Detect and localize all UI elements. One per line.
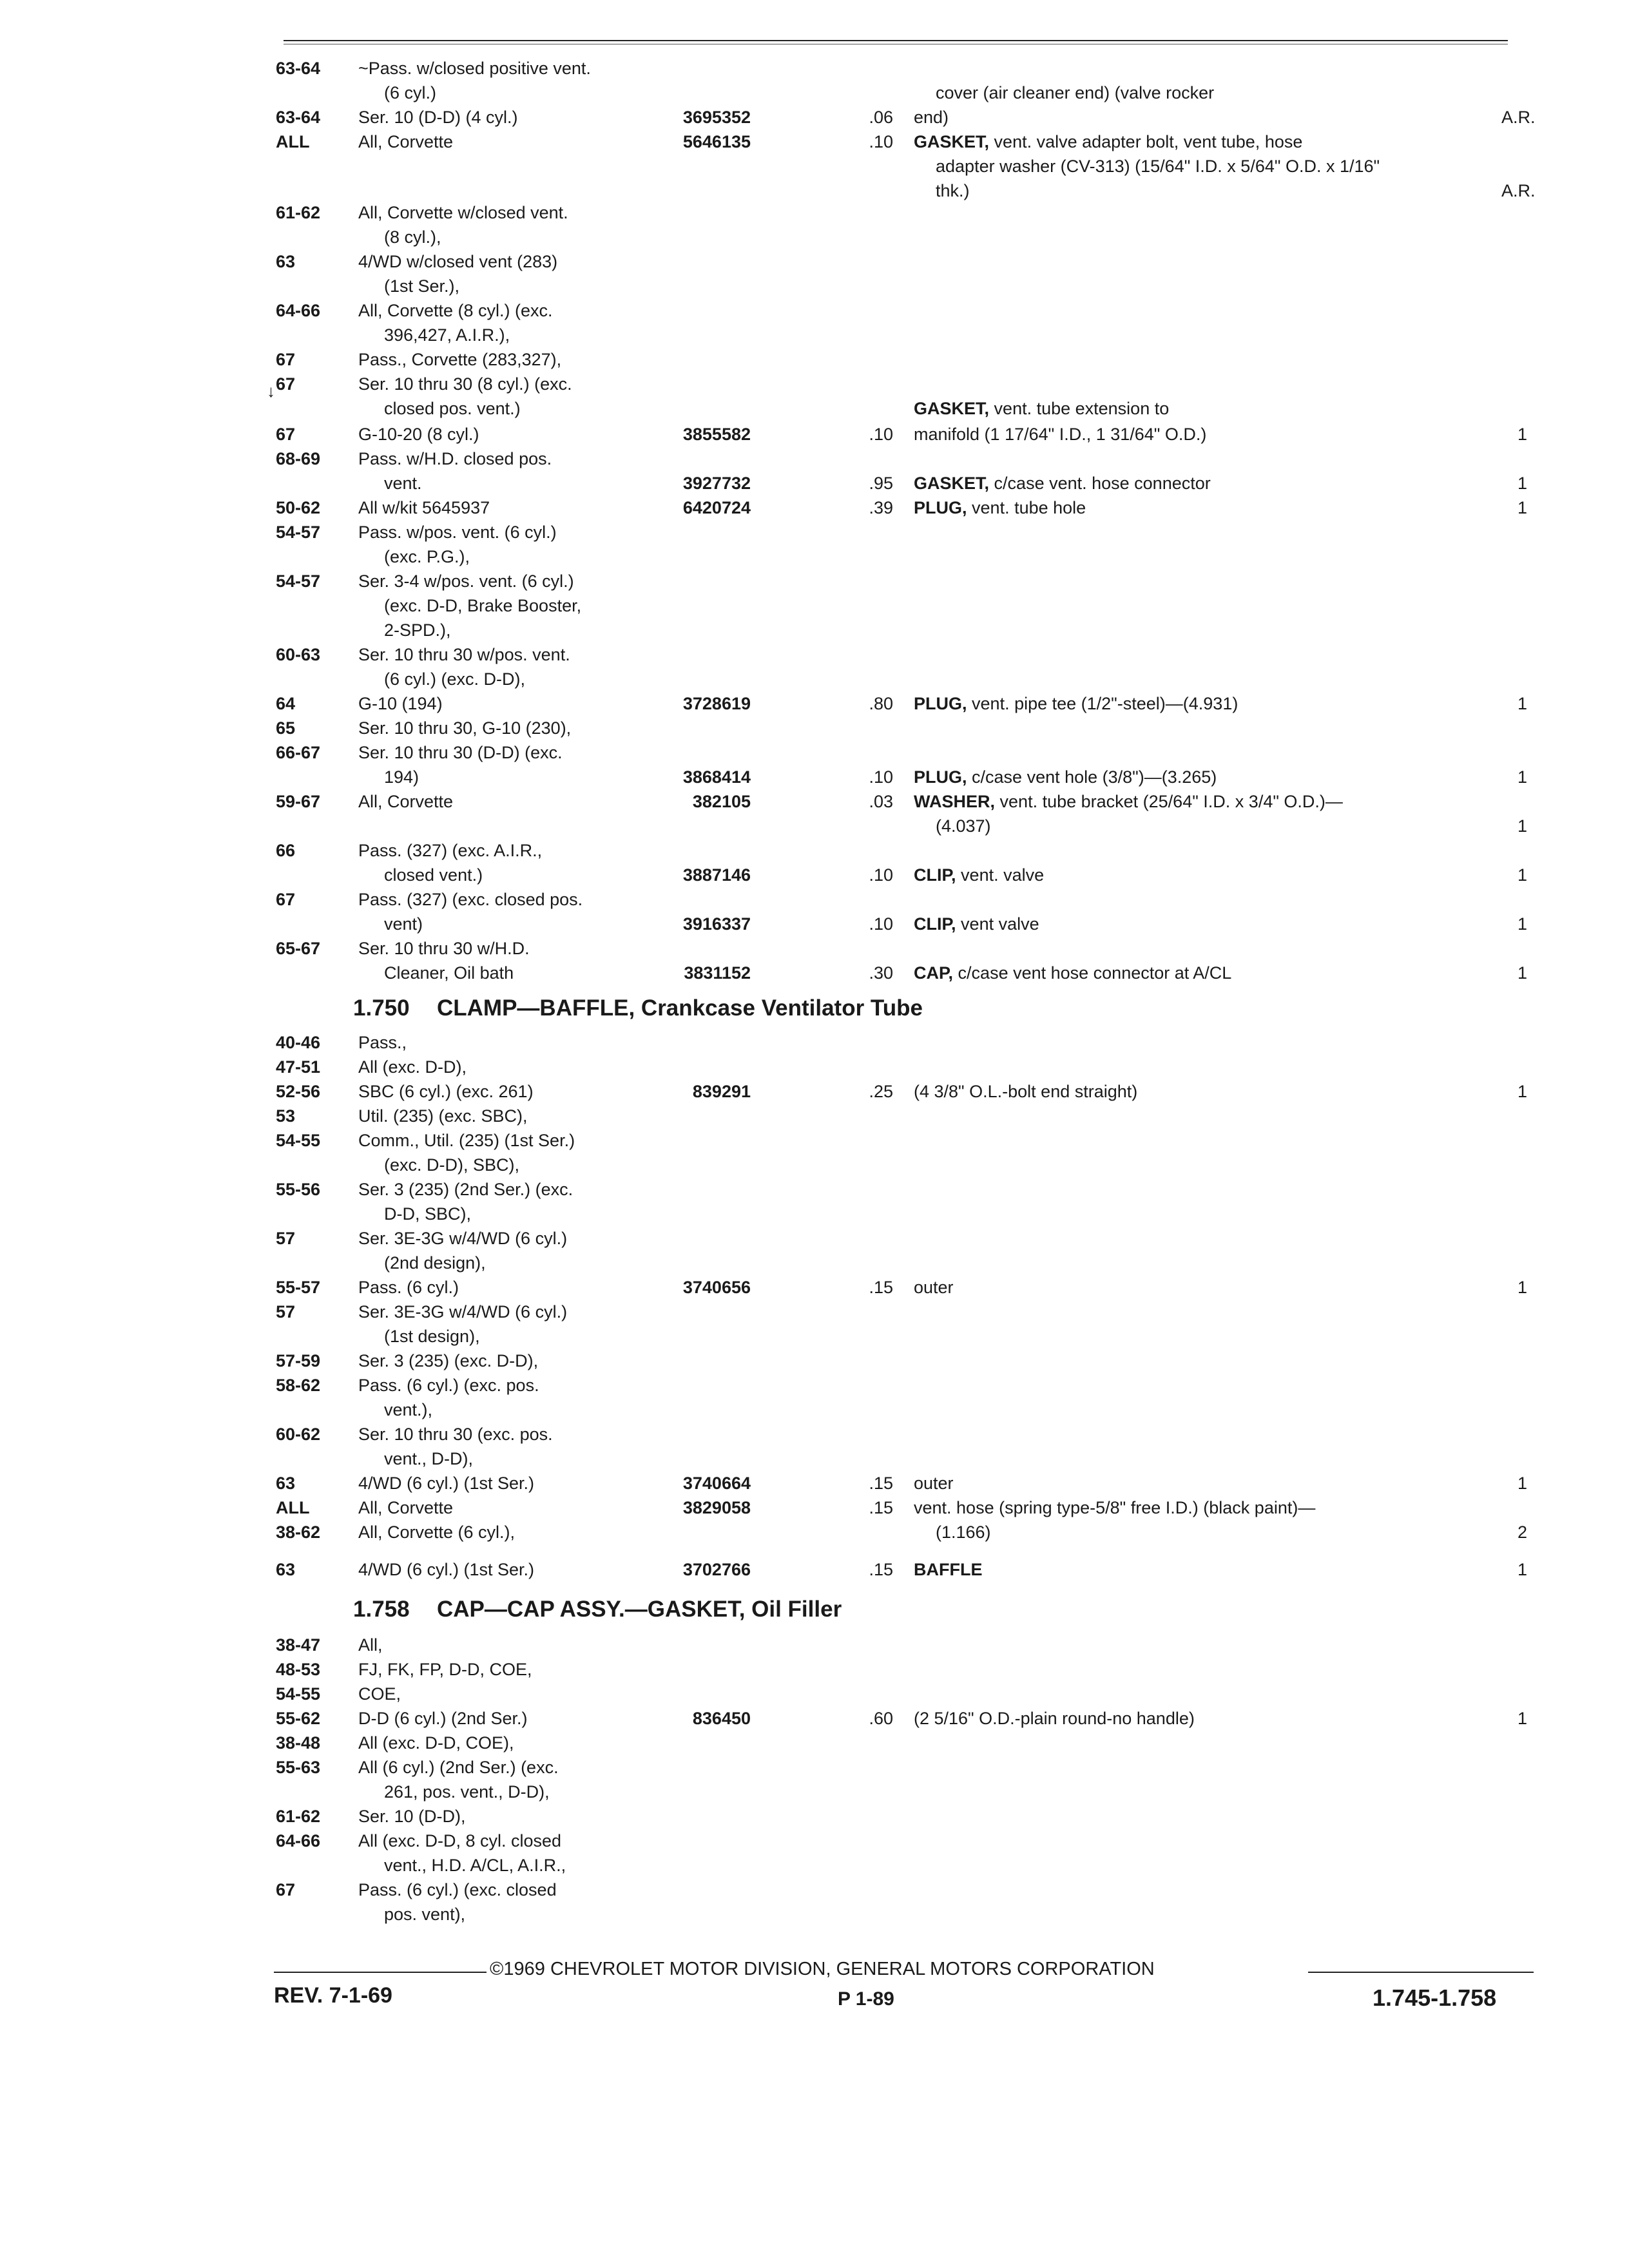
application: 261, pos. vent., D-D), [384, 1782, 550, 1802]
catalog-row [0, 1251, 1629, 1274]
application: (8 cyl.), [384, 227, 441, 247]
application: (6 cyl.) [384, 83, 436, 102]
part-number: 3927732 [682, 474, 751, 493]
catalog-row [0, 1300, 1629, 1323]
price: .10 [869, 132, 893, 151]
model-years: ALL [276, 132, 310, 151]
footer-range: 1.745-1.758 [1373, 1984, 1497, 2011]
application: G-10-20 (8 cyl.) [358, 425, 479, 444]
application: (2nd design), [384, 1253, 486, 1273]
section-number: 1.758 [353, 1597, 410, 1622]
catalog-row [0, 790, 1629, 813]
catalog-row [0, 1731, 1629, 1754]
catalog-row [0, 1558, 1629, 1581]
catalog-row [0, 1227, 1629, 1250]
application: Comm., Util. (235) (1st Ser.) [358, 1131, 575, 1150]
catalog-row [0, 912, 1629, 936]
catalog-row [0, 1633, 1629, 1657]
price: .60 [869, 1709, 893, 1728]
part-name: CLIP, [914, 914, 956, 934]
price: .39 [869, 498, 893, 517]
catalog-row [0, 570, 1629, 593]
application: (1st design), [384, 1327, 480, 1346]
description [914, 130, 1302, 153]
catalog-row [0, 1521, 1629, 1544]
price: .15 [869, 1498, 893, 1517]
description-text: end) [914, 108, 949, 127]
price: .10 [869, 425, 893, 444]
model-years: 55-56 [276, 1180, 321, 1199]
catalog-row [0, 1423, 1629, 1446]
description [914, 863, 1044, 887]
model-years: 67 [276, 350, 296, 369]
description-continued: thk.) [936, 181, 970, 200]
catalog-row [0, 765, 1629, 789]
quantity: A.R. [1501, 181, 1536, 200]
catalog-row [0, 179, 1629, 202]
application: All (exc. D-D, COE), [358, 1733, 514, 1753]
application: 4/WD (6 cyl.) (1st Ser.) [358, 1474, 535, 1493]
description [914, 1558, 982, 1581]
price: .15 [869, 1278, 893, 1297]
catalog-row [0, 1129, 1629, 1152]
catalog-row [0, 692, 1629, 715]
application: 194) [384, 767, 419, 787]
application: Pass. (327) (exc. A.I.R., [358, 841, 543, 860]
part-number: 3855582 [682, 425, 751, 444]
catalog-row [0, 741, 1629, 764]
model-years: 38-62 [276, 1523, 321, 1542]
model-years: 68-69 [276, 449, 321, 468]
application: Pass. (6 cyl.) (exc. closed [358, 1880, 557, 1899]
model-years: 57 [276, 1229, 296, 1248]
quantity: 1 [1517, 963, 1527, 983]
model-years: 67 [276, 1880, 296, 1899]
application: (exc. D-D, Brake Booster, [384, 596, 582, 615]
application: All (6 cyl.) (2nd Ser.) (exc. [358, 1758, 559, 1777]
catalog-row [0, 1472, 1629, 1495]
application: G-10 (194) [358, 694, 443, 713]
model-years: 63 [276, 1560, 296, 1579]
catalog-row [0, 472, 1629, 495]
application: All (exc. D-D, 8 cyl. closed [358, 1831, 562, 1850]
price: .03 [869, 792, 893, 811]
application: Ser. 10 thru 30 w/H.D. [358, 939, 530, 958]
catalog-row [0, 1878, 1629, 1901]
part-name: GASKET, [914, 399, 990, 418]
catalog-row [0, 1447, 1629, 1470]
catalog-row [0, 1829, 1629, 1852]
application: Pass. w/H.D. closed pos. [358, 449, 552, 468]
application: COE, [358, 1684, 401, 1704]
footer-page: P 1-89 [838, 1988, 894, 2010]
application: All, Corvette w/closed vent. [358, 203, 568, 222]
description-text: vent. pipe tee (1/2"-steel)—(4.931) [972, 694, 1239, 713]
section-title: CAP—CAP ASSY.—GASKET, Oil Filler [437, 1597, 842, 1622]
part-name: PLUG, [914, 694, 967, 713]
quantity: 1 [1517, 816, 1527, 836]
catalog-row [0, 447, 1629, 470]
part-name: GASKET, [914, 132, 990, 151]
application: 4/WD (6 cyl.) (1st Ser.) [358, 1560, 535, 1579]
model-years: 65 [276, 718, 296, 738]
catalog-row [0, 619, 1629, 642]
application: closed vent.) [384, 865, 483, 885]
model-years: 64-66 [276, 1831, 321, 1850]
application: closed pos. vent.) [384, 399, 521, 418]
catalog-row [0, 545, 1629, 568]
description [914, 790, 1343, 813]
part-number: 3740664 [682, 1474, 751, 1493]
catalog-row [0, 155, 1629, 178]
part-number: 3695352 [682, 108, 751, 127]
catalog-row [0, 716, 1629, 740]
description [914, 765, 1217, 789]
quantity: 1 [1517, 1560, 1527, 1579]
application: D-D (6 cyl.) (2nd Ser.) [358, 1709, 528, 1728]
price: .95 [869, 474, 893, 493]
price: .10 [869, 767, 893, 787]
catalog-row [0, 1202, 1629, 1225]
catalog-row [0, 1854, 1629, 1877]
catalog-row [0, 274, 1629, 298]
quantity: 1 [1517, 498, 1527, 517]
model-years: 66-67 [276, 743, 321, 762]
catalog-row [0, 1349, 1629, 1372]
model-years: 63 [276, 252, 296, 271]
quantity: 1 [1517, 1082, 1527, 1101]
model-years: 58-62 [276, 1376, 321, 1395]
part-number: 6420724 [682, 498, 751, 517]
application: vent., D-D), [384, 1449, 474, 1468]
catalog-row [0, 594, 1629, 617]
catalog-row [0, 643, 1629, 666]
application: 396,427, A.I.R.), [384, 325, 510, 345]
model-years: 50-62 [276, 498, 321, 517]
catalog-row [0, 372, 1629, 396]
section-heading [353, 1597, 842, 1622]
model-years: 67 [276, 890, 296, 909]
application: D-D, SBC), [384, 1204, 471, 1224]
description-text: vent. tube bracket (25/64" I.D. x 3/4" O.D.)— [999, 792, 1343, 811]
catalog-row [0, 839, 1629, 862]
quantity: 1 [1517, 1709, 1527, 1728]
application: Ser. 10 thru 30 (D-D) (exc. [358, 743, 563, 762]
catalog-row [0, 1325, 1629, 1348]
model-years: 63 [276, 1474, 296, 1493]
price: .10 [869, 914, 893, 934]
application: Ser. 3-4 w/pos. vent. (6 cyl.) [358, 572, 574, 591]
quantity: 1 [1517, 865, 1527, 885]
model-years: 66 [276, 841, 296, 860]
application: vent) [384, 914, 423, 934]
catalog-row [0, 81, 1629, 104]
catalog-row [0, 130, 1629, 153]
catalog-row [0, 1707, 1629, 1730]
description-continued: (4.037) [936, 816, 991, 836]
catalog-row [0, 1031, 1629, 1054]
catalog-row [0, 423, 1629, 446]
application: Ser. 3E-3G w/4/WD (6 cyl.) [358, 1229, 568, 1248]
application: ~Pass. w/closed positive vent. [358, 59, 591, 78]
part-name: BAFFLE [914, 1560, 983, 1579]
part-number: 3831152 [684, 963, 751, 983]
catalog-row [0, 250, 1629, 273]
description: (4 3/8" O.L.-bolt end straight) [914, 1082, 1138, 1101]
application: Pass., [358, 1033, 407, 1052]
description: (2 5/16" O.D.-plain round-no handle) [914, 1709, 1195, 1728]
catalog-row [0, 397, 1629, 420]
catalog-row [0, 1658, 1629, 1681]
application: Ser. 10 (D-D) (4 cyl.) [358, 108, 518, 127]
catalog-row [0, 1374, 1629, 1397]
part-name: PLUG, [914, 767, 967, 787]
application: (6 cyl.) (exc. D-D), [384, 669, 525, 689]
catalog-row [0, 521, 1629, 544]
catalog-row [0, 1903, 1629, 1926]
part-number: 3728619 [682, 694, 751, 713]
catalog-row [0, 1178, 1629, 1201]
model-years: 55-62 [276, 1709, 321, 1728]
model-years: 40-46 [276, 1033, 321, 1052]
footer-rule-left [274, 1972, 487, 1973]
page-marker: ↓ [267, 381, 275, 401]
model-years: 63-64 [276, 59, 321, 78]
application: Pass. (327) (exc. closed pos. [358, 890, 583, 909]
footer-copyright: ©1969 CHEVROLET MOTOR DIVISION, GENERAL MOTORS CORPORATION [490, 1959, 1155, 1979]
model-years: 63-64 [276, 108, 321, 127]
model-years: ALL [276, 1498, 310, 1517]
description [914, 397, 1169, 420]
application: (exc. D-D), SBC), [384, 1155, 520, 1175]
application: SBC (6 cyl.) (exc. 261) [358, 1082, 534, 1101]
description: outer [914, 1278, 954, 1297]
model-years: 64 [276, 694, 296, 713]
application: All (exc. D-D), [358, 1057, 467, 1077]
quantity: 1 [1517, 425, 1527, 444]
part-number: 3916337 [682, 914, 751, 934]
description-continued: cover (air cleaner end) (valve rocker [936, 83, 1215, 102]
model-years: 67 [276, 374, 296, 394]
model-years: 65-67 [276, 939, 321, 958]
description-text: vent. valve [961, 865, 1045, 885]
application: All, Corvette [358, 132, 454, 151]
quantity: 1 [1517, 1474, 1527, 1493]
application: Pass. (6 cyl.) [358, 1278, 459, 1297]
price: .25 [869, 1082, 893, 1101]
model-years: 57 [276, 1302, 296, 1321]
catalog-row [0, 1153, 1629, 1177]
application: All, [358, 1635, 383, 1655]
model-years: 61-62 [276, 1807, 321, 1826]
application: vent., H.D. A/CL, A.I.R., [384, 1856, 566, 1875]
description: manifold (1 17/64" I.D., 1 31/64" O.D.) [914, 425, 1207, 444]
section-heading [353, 995, 923, 1021]
model-years: 59-67 [276, 792, 321, 811]
description-text: vent. tube hole [972, 498, 1086, 517]
part-name: CLIP, [914, 865, 956, 885]
application: Pass., Corvette (283,327), [358, 350, 562, 369]
catalog-row [0, 226, 1629, 249]
description [914, 106, 949, 129]
model-years: 53 [276, 1106, 296, 1126]
description-text: vent. valve adapter bolt, vent tube, hose [994, 132, 1303, 151]
part-number: 3702766 [682, 1560, 751, 1579]
application: Pass. (6 cyl.) (exc. pos. [358, 1376, 539, 1395]
part-number: 3868414 [682, 767, 751, 787]
description-text: c/case vent hose connector at A/CL [958, 963, 1232, 983]
application: Ser. 3E-3G w/4/WD (6 cyl.) [358, 1302, 568, 1321]
description-text: c/case vent. hose connector [994, 474, 1211, 493]
model-years: 54-57 [276, 523, 321, 542]
part-number: 839291 [692, 1082, 751, 1101]
catalog-row [0, 1496, 1629, 1519]
footer-rule-right [1308, 1972, 1534, 1973]
model-years: 54-57 [276, 572, 321, 591]
catalog-row [0, 201, 1629, 224]
price: .15 [869, 1560, 893, 1579]
part-number: 3829058 [682, 1498, 751, 1517]
catalog-row [0, 1276, 1629, 1299]
quantity: 2 [1517, 1523, 1527, 1542]
catalog-row [0, 1104, 1629, 1128]
application: Ser. 3 (235) (2nd Ser.) (exc. [358, 1180, 574, 1199]
model-years: 48-53 [276, 1660, 321, 1679]
description [914, 692, 1238, 715]
catalog-row [0, 1080, 1629, 1103]
part-name: WASHER, [914, 792, 996, 811]
model-years: 60-62 [276, 1425, 321, 1444]
application: Util. (235) (exc. SBC), [358, 1106, 528, 1126]
footer-rev: REV. 7-1-69 [274, 1983, 392, 2008]
application: FJ, FK, FP, D-D, COE, [358, 1660, 532, 1679]
section-title: CLAMP—BAFFLE, Crankcase Ventilator Tube [437, 995, 923, 1021]
part-name: PLUG, [914, 498, 967, 517]
quantity: 1 [1517, 914, 1527, 934]
description: vent. hose (spring type-5/8" free I.D.) (black paint)— [914, 1498, 1316, 1517]
description-continued: (1.166) [936, 1523, 991, 1542]
catalog-row [0, 1398, 1629, 1421]
part-name: GASKET, [914, 474, 990, 493]
catalog-row [0, 668, 1629, 691]
catalog-row [0, 937, 1629, 960]
application: Cleaner, Oil bath [384, 963, 514, 983]
model-years: 57-59 [276, 1351, 321, 1370]
catalog-row [0, 496, 1629, 519]
catalog-row [0, 814, 1629, 838]
application: All, Corvette (8 cyl.) (exc. [358, 301, 553, 320]
catalog-row [0, 299, 1629, 322]
catalog-row [0, 1682, 1629, 1706]
description-continued: adapter washer (CV-313) (15/64" I.D. x 5/64" O.D. x 1/16" [936, 157, 1380, 176]
description [914, 472, 1211, 495]
quantity: 1 [1517, 474, 1527, 493]
description [914, 961, 1231, 985]
model-years: 55-57 [276, 1278, 321, 1297]
model-years: 64-66 [276, 301, 321, 320]
part-name: CAP, [914, 963, 954, 983]
quantity: 1 [1517, 1278, 1527, 1297]
application: 4/WD w/closed vent (283) [358, 252, 558, 271]
application: Ser. 10 (D-D), [358, 1807, 466, 1826]
catalog-row [0, 1805, 1629, 1828]
top-rule [284, 40, 1508, 41]
model-years: 60-63 [276, 645, 321, 664]
quantity: 1 [1517, 694, 1527, 713]
price: .06 [869, 108, 893, 127]
application: Ser. 10 thru 30, G-10 (230), [358, 718, 572, 738]
application: Pass. w/pos. vent. (6 cyl.) [358, 523, 557, 542]
description [914, 912, 1039, 936]
price: .10 [869, 865, 893, 885]
quantity: 1 [1517, 767, 1527, 787]
description-text: vent. tube extension to [994, 399, 1170, 418]
part-number: 382105 [692, 792, 751, 811]
description: outer [914, 1474, 954, 1493]
model-years: 61-62 [276, 203, 321, 222]
catalog-row [0, 57, 1629, 80]
catalog-row [0, 863, 1629, 887]
part-number: 3740656 [682, 1278, 751, 1297]
catalog-row [0, 106, 1629, 129]
description [914, 496, 1086, 519]
price: .80 [869, 694, 893, 713]
application: All, Corvette (6 cyl.), [358, 1523, 516, 1542]
application: vent.), [384, 1400, 433, 1419]
model-years: 54-55 [276, 1684, 321, 1704]
catalog-row [0, 961, 1629, 985]
application: Ser. 10 thru 30 (8 cyl.) (exc. [358, 374, 572, 394]
part-number: 3887146 [682, 865, 751, 885]
application: (1st Ser.), [384, 276, 460, 296]
catalog-row [0, 1756, 1629, 1779]
part-number: 836450 [692, 1709, 751, 1728]
model-years: 47-51 [276, 1057, 321, 1077]
description-text: c/case vent hole (3/8")—(3.265) [972, 767, 1217, 787]
catalog-row [0, 1055, 1629, 1079]
application: Ser. 10 thru 30 w/pos. vent. [358, 645, 570, 664]
model-years: 55-63 [276, 1758, 321, 1777]
application: vent. [384, 474, 422, 493]
model-years: 54-55 [276, 1131, 321, 1150]
application: All, Corvette [358, 792, 454, 811]
price: .30 [869, 963, 893, 983]
quantity: A.R. [1501, 108, 1536, 127]
description-text: vent valve [961, 914, 1039, 934]
application: 2-SPD.), [384, 620, 451, 640]
application: Ser. 10 thru 30 (exc. pos. [358, 1425, 553, 1444]
catalog-row [0, 888, 1629, 911]
catalog-row [0, 323, 1629, 347]
catalog-row [0, 348, 1629, 371]
model-years: 38-47 [276, 1635, 321, 1655]
price: .15 [869, 1474, 893, 1493]
application: Ser. 3 (235) (exc. D-D), [358, 1351, 539, 1370]
application: All w/kit 5645937 [358, 498, 490, 517]
model-years: 52-56 [276, 1082, 321, 1101]
catalog-row [0, 1780, 1629, 1803]
application: pos. vent), [384, 1905, 466, 1924]
model-years: 67 [276, 425, 296, 444]
section-number: 1.750 [353, 995, 410, 1021]
application: (exc. P.G.), [384, 547, 470, 566]
model-years: 38-48 [276, 1733, 321, 1753]
application: All, Corvette [358, 1498, 454, 1517]
part-number: 5646135 [682, 132, 751, 151]
